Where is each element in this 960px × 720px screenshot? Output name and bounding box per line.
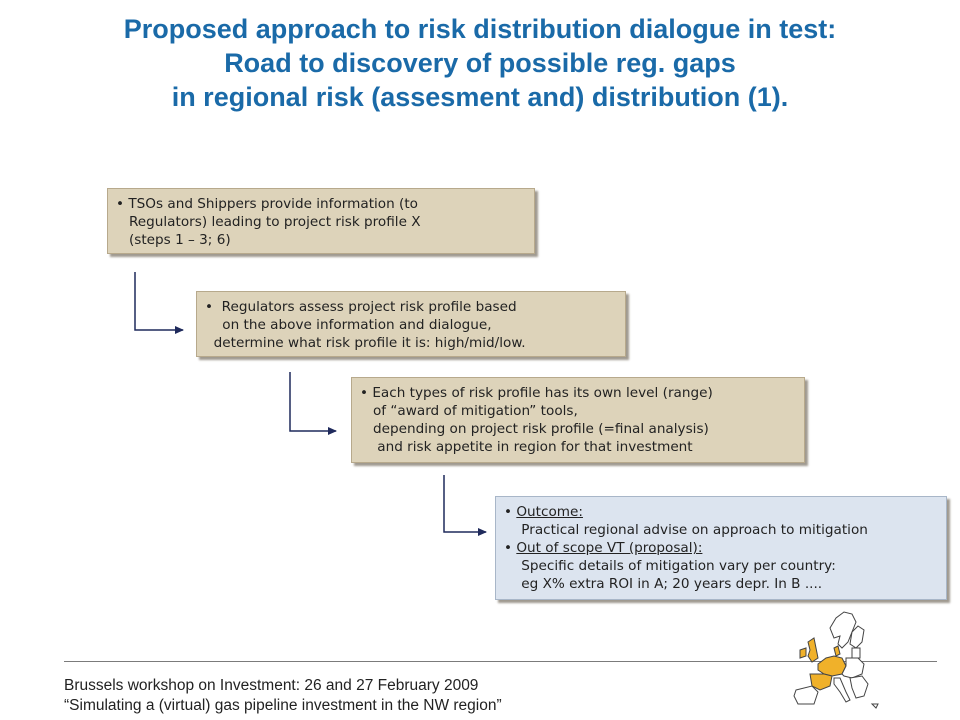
map-central-europe [842,658,864,678]
footer-line-2: “Simulating a (virtual) gas pipeline investment in the NW region” [64,697,502,714]
title-line-1: Proposed approach to risk distribution dialogue in test: [123,14,837,44]
map-uk [808,638,818,662]
box3-line-3: depending on project risk profile (=final analysis) [360,421,709,437]
box1-line-2: Regulators) leading to project risk profile X [116,214,421,230]
box4-bullet-1: • Outcome: [504,504,583,520]
title-line-3: in regional risk (assesment and) distribution (1). [171,82,789,112]
title-line-2: Road to discovery of possible reg. gaps [224,48,736,78]
footer-line-1: Brussels workshop on Investment: 26 and 27 February 2009 [64,677,479,694]
footer [64,676,502,716]
box2-line-2: on the above information and dialogue, [205,317,492,333]
step-box-mitigation-levels [351,377,805,463]
arrow-step-3-to-4 [444,475,486,532]
europe-map-logo [790,608,880,712]
box3-line-1: • Each types of risk profile has its own level (range) [360,385,713,401]
box4-bullet-1-text: Practical regional advise on approach to mitigation [504,522,868,538]
box4-bullet-2-line-1: Specific details of mitigation vary per country: [504,558,836,574]
step-box-information [107,188,535,254]
map-balkans [850,676,868,698]
map-italy [834,678,850,702]
map-nw-region [818,656,846,676]
box3-line-4: and risk appetite in region for that investment [360,439,693,455]
step-box-outcome [495,496,947,600]
box4-bullet-2-line-2: eg X% extra ROI in A; 20 years depr. In B .... [504,576,823,592]
box1-line-1: • TSOs and Shippers provide information (to [116,196,419,212]
map-baltics [852,648,860,658]
map-denmark [834,646,840,656]
step-box-assessment [196,291,626,357]
map-iberia [794,686,818,704]
map-ireland [800,648,806,658]
outcome-label: Outcome: [516,504,583,520]
box2-line-1: • Regulators assess project risk profile based [205,299,517,315]
box1-line-3: (steps 1 – 3; 6) [116,232,231,248]
map-cyprus [872,704,878,708]
box4-bullet-2: • Out of scope VT (proposal): [504,540,703,556]
arrow-step-1-to-2 [135,272,183,330]
box2-line-3: determine what risk profile it is: high/mid/low. [205,335,526,351]
out-of-scope-label: Out of scope VT (proposal): [516,540,703,556]
arrow-step-2-to-3 [290,372,336,431]
box3-line-2: of “award of mitigation” tools, [360,403,578,419]
